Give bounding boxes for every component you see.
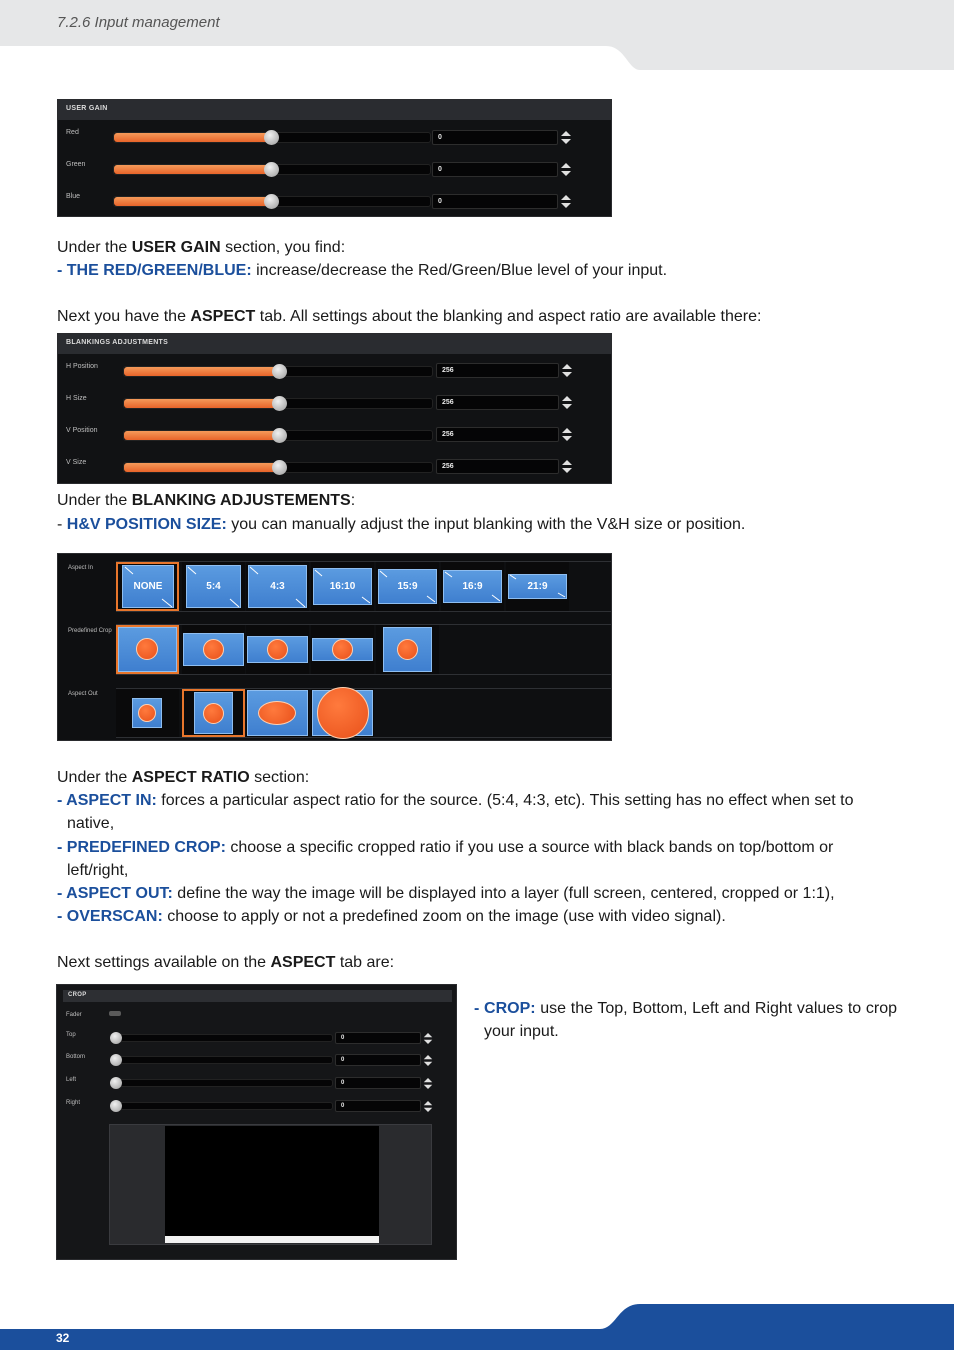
aspect-out-large-circle-icon (317, 687, 369, 739)
h-position-label: H Position (66, 363, 98, 370)
crop-preview-circle-icon (332, 639, 353, 660)
blanking-title: BLANKINGS ADJUSTMENTS (66, 339, 169, 346)
fader-toggle[interactable] (109, 1011, 121, 1016)
right-slider[interactable] (111, 1102, 333, 1110)
blanking-header (58, 334, 611, 354)
right-spinner-icon[interactable] (423, 1100, 433, 1113)
v-size-knob[interactable] (272, 460, 287, 475)
crop-preview-circle-icon (397, 639, 418, 660)
top-slider[interactable] (111, 1034, 333, 1042)
green-value-field[interactable]: 0 (432, 162, 558, 177)
v-position-field[interactable]: 256 (436, 427, 559, 442)
green-slider-knob[interactable] (264, 162, 279, 177)
overscan-description: - OVERSCAN: choose to apply or not a predefined zoom on the image (use with video signal). (57, 908, 726, 925)
h-size-slider[interactable] (123, 398, 433, 409)
left-label: Left (66, 1077, 77, 1083)
v-size-slider[interactable] (123, 462, 433, 473)
right-value-field[interactable]: 0 (335, 1100, 421, 1112)
aspect-in-4-3[interactable]: 4:3 (246, 562, 309, 611)
top-slider-knob[interactable] (110, 1032, 122, 1044)
aspect-in-21-9[interactable]: 21:9 (506, 562, 569, 611)
green-spinner-icon[interactable] (560, 162, 572, 177)
aspect-out-ellipse-icon (258, 701, 296, 725)
crop-panel (56, 984, 457, 1260)
bottom-slider-knob[interactable] (110, 1054, 122, 1066)
crop-preview-circle-icon (203, 639, 224, 660)
red-value-field[interactable]: 0 (432, 130, 558, 145)
v-position-spinner-icon[interactable] (561, 427, 573, 442)
aspect-in-16-9[interactable]: 16:9 (441, 562, 504, 611)
page-footer-band (0, 1304, 954, 1350)
v-size-field[interactable]: 256 (436, 459, 559, 474)
predefined-crop-description: - PREDEFINED CROP: choose a specific cropped ratio if you use a source with black bands on top/bottom or left/right, (57, 839, 834, 879)
blue-slider-knob[interactable] (264, 194, 279, 209)
right-slider-knob[interactable] (110, 1100, 122, 1112)
v-position-slider[interactable] (123, 430, 433, 441)
page-number: 32 (56, 1331, 70, 1345)
user-gain-header (58, 100, 611, 120)
left-slider-knob[interactable] (110, 1077, 122, 1089)
h-position-slider[interactable] (123, 366, 433, 377)
fader-label: Fader (66, 1012, 82, 1018)
crop-preview (109, 1124, 432, 1245)
v-position-knob[interactable] (272, 428, 287, 443)
predefined-crop-21-9[interactable] (311, 625, 374, 674)
aspect-in-5-4[interactable]: 5:4 (182, 562, 245, 611)
top-label: Top (66, 1032, 76, 1038)
predefined-crop-full[interactable] (116, 625, 179, 674)
aspect-out-description: - ASPECT OUT: define the way the image will be displayed into a layer (full screen, centered, cropped or 1:1), (57, 885, 835, 902)
left-spinner-icon[interactable] (423, 1077, 433, 1090)
aspect-out-circle-icon (203, 703, 224, 724)
aspect-out-label: Aspect Out (68, 691, 98, 697)
aspect-out-cropped[interactable] (311, 689, 374, 737)
aspect-panel (57, 553, 612, 741)
green-slider[interactable] (113, 164, 431, 175)
user-gain-panel (57, 99, 612, 217)
blue-spinner-icon[interactable] (560, 194, 572, 209)
blanking-panel (57, 333, 612, 484)
aspect-tab-intro: Next you have the ASPECT tab. All settings about the blanking and aspect ratio are available there: (57, 308, 762, 325)
h-size-knob[interactable] (272, 396, 287, 411)
aspect-in-none[interactable]: NONE (116, 562, 179, 611)
bottom-value-field[interactable]: 0 (335, 1054, 421, 1066)
blue-slider[interactable] (113, 196, 431, 207)
crop-preview-image (165, 1126, 379, 1237)
h-size-label: H Size (66, 395, 87, 402)
predefined-crop-pillar[interactable] (376, 625, 439, 674)
crop-title: CROP (68, 992, 87, 998)
hv-position-description: - H&V POSITION SIZE: you can manually adjust the input blanking with the V&H size or position. (57, 516, 746, 533)
aspect-in-15-9[interactable]: 15:9 (376, 562, 439, 611)
section-heading: 7.2.6 Input management (57, 14, 220, 31)
green-label: Green (66, 161, 86, 168)
crop-preview-bottom-bar (165, 1236, 379, 1243)
crop-description: - CROP: use the Top, Bottom, Left and Right values to crop your input. (474, 1000, 898, 1040)
blue-value-field[interactable]: 0 (432, 194, 558, 209)
aspect-in-description: - ASPECT IN: forces a particular aspect ratio for the source. (5:4, 4:3, etc). This setting has no effect when set to native, (57, 792, 854, 832)
red-slider[interactable] (113, 132, 431, 143)
h-position-field[interactable]: 256 (436, 363, 559, 378)
aspect-out-full-screen[interactable] (246, 689, 309, 737)
h-size-spinner-icon[interactable] (561, 395, 573, 410)
left-slider[interactable] (111, 1079, 333, 1087)
bottom-slider[interactable] (111, 1056, 333, 1064)
h-position-spinner-icon[interactable] (561, 363, 573, 378)
blanking-intro: Under the BLANKING ADJUSTEMENTS: (57, 492, 356, 509)
bottom-label: Bottom (66, 1054, 86, 1060)
h-position-knob[interactable] (272, 364, 287, 379)
right-label: Right (66, 1100, 81, 1106)
aspect-ratio-intro: Under the ASPECT RATIO section: (57, 769, 310, 786)
left-value-field[interactable]: 0 (335, 1077, 421, 1089)
top-value-field[interactable]: 0 (335, 1032, 421, 1044)
bottom-spinner-icon[interactable] (423, 1054, 433, 1067)
predefined-crop-16-9[interactable] (246, 625, 309, 674)
rgb-description: - THE RED/GREEN/BLUE: increase/decrease the Red/Green/Blue level of your input. (57, 262, 668, 279)
v-size-spinner-icon[interactable] (561, 459, 573, 474)
red-slider-knob[interactable] (264, 130, 279, 145)
next-settings-intro: Next settings available on the ASPECT tab are: (57, 954, 395, 971)
user-gain-intro: Under the USER GAIN section, you find: (57, 239, 346, 256)
crop-preview-circle-icon (136, 638, 158, 660)
red-label: Red (66, 129, 79, 136)
aspect-out-circle-icon (138, 704, 156, 722)
user-gain-title: USER GAIN (66, 105, 108, 112)
aspect-in-label: Aspect In (68, 565, 94, 571)
crop-header (63, 990, 452, 1002)
page-header-band (0, 0, 954, 70)
red-spinner-icon[interactable] (560, 130, 572, 145)
v-size-label: V Size (66, 459, 87, 466)
aspect-in-16-10[interactable]: 16:10 (311, 562, 374, 611)
predefined-crop-4-3[interactable] (182, 625, 245, 674)
v-position-label: V Position (66, 427, 98, 434)
aspect-out-1-1[interactable] (116, 689, 179, 737)
h-size-field[interactable]: 256 (436, 395, 559, 410)
aspect-out-centered[interactable] (182, 689, 245, 737)
top-spinner-icon[interactable] (423, 1032, 433, 1045)
crop-preview-circle-icon (267, 639, 288, 660)
blue-label: Blue (66, 193, 81, 200)
predefined-crop-label: Predefined Crop (68, 628, 112, 634)
